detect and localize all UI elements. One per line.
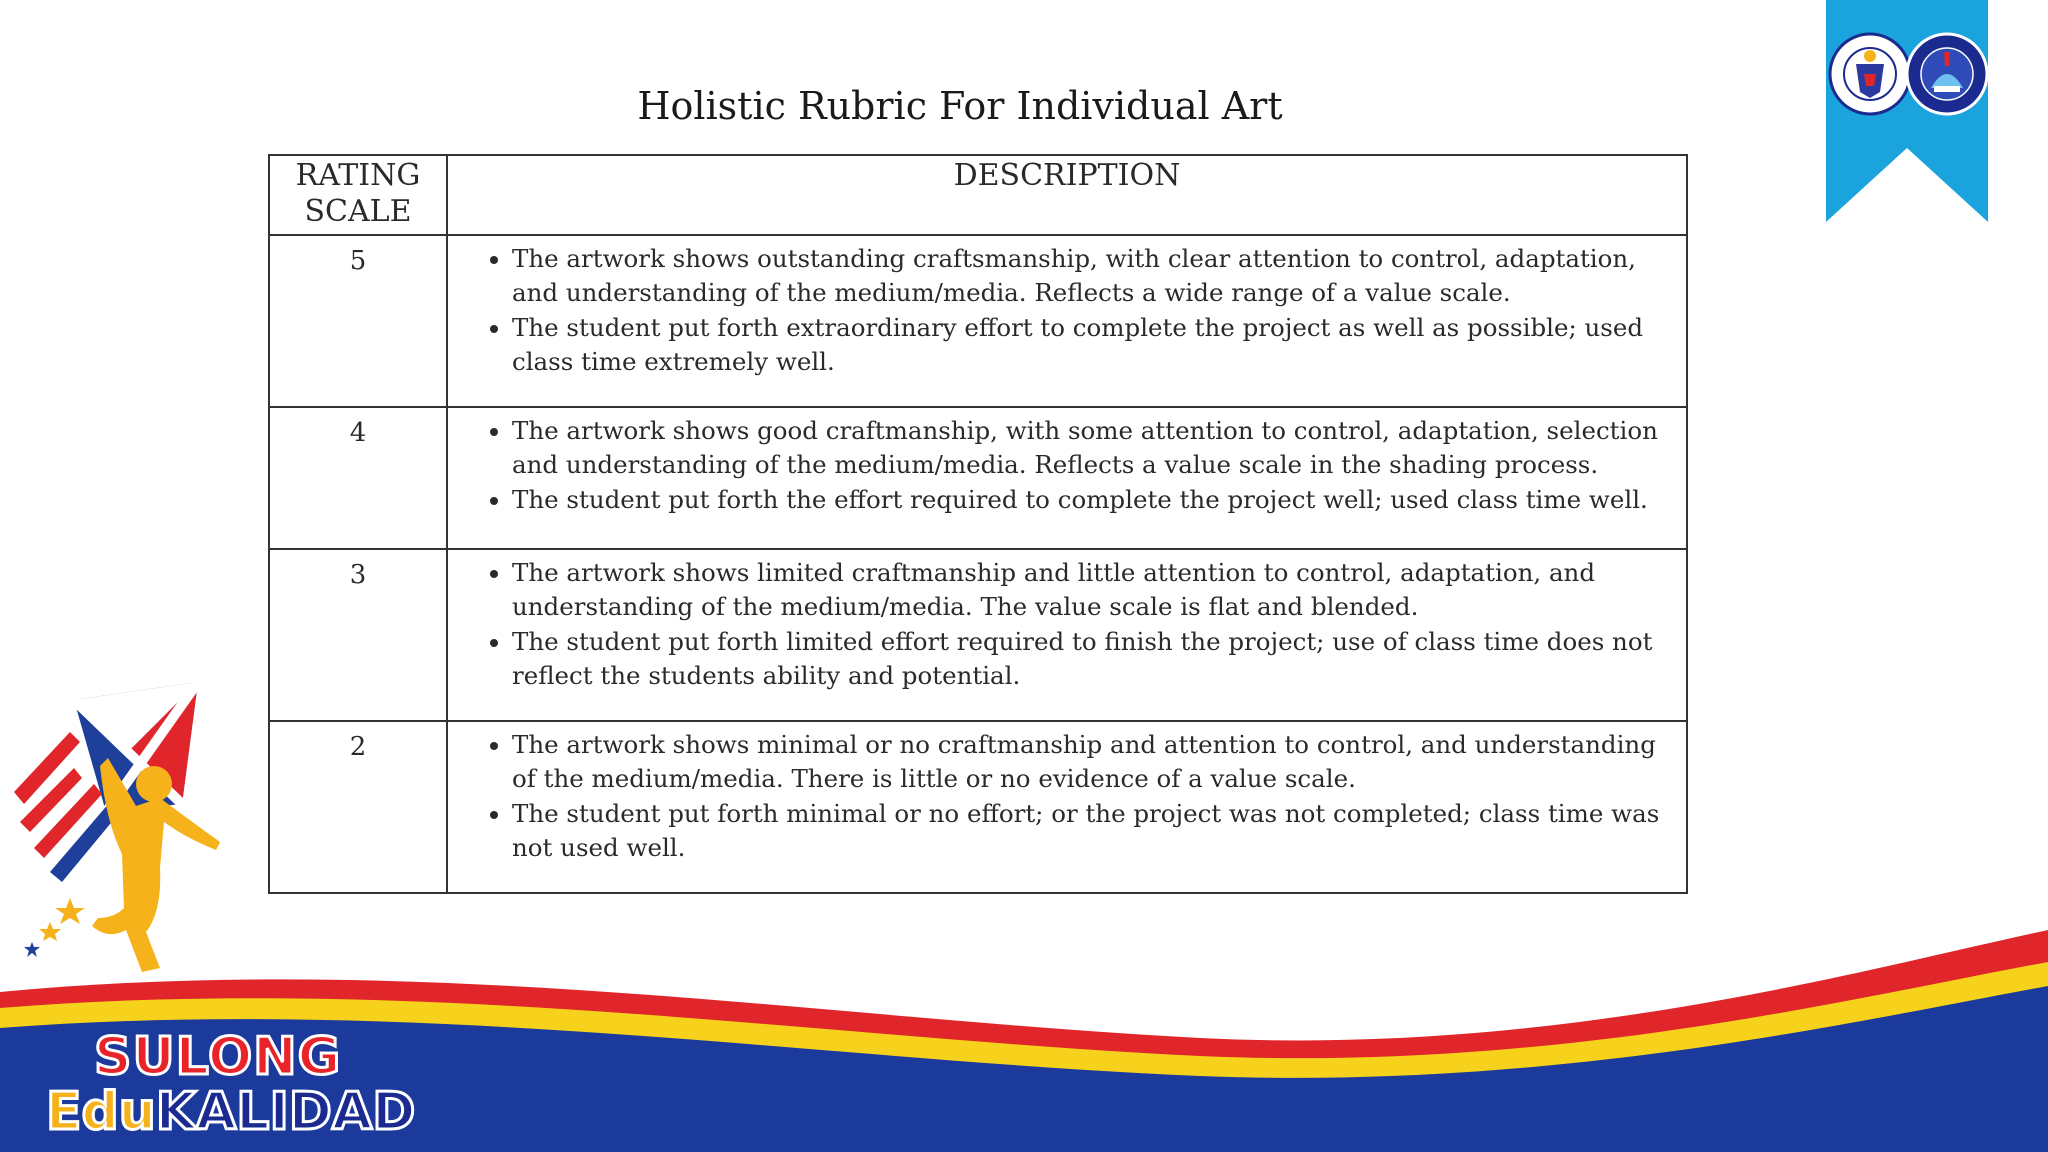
- kite-mascot: [10, 672, 230, 978]
- table-row: [269, 721, 1687, 893]
- description-bullet: • The student put forth the effort required to complete the project well; used class time well.: [512, 483, 1670, 517]
- description-bullet: • The student put forth extraordinary effort to complete the project as well as possible; used class time extremely well.: [512, 311, 1670, 379]
- description-bullet: • The artwork shows minimal or no craftmanship and attention to control, and understanding of the medium/media. There is little or no evidence of a value scale.: [512, 728, 1670, 796]
- description-bullet: • The artwork shows limited craftmanship and little attention to control, adaptation, and understanding of the medium/media. The value scale is flat and blended.: [512, 556, 1670, 624]
- description-cell: [447, 235, 1687, 407]
- table-row: [269, 407, 1687, 549]
- star-icon: [24, 898, 85, 957]
- description-bullet: • The student put forth limited effort required to finish the project; use of class time does not reflect the students ability and potential.: [512, 625, 1670, 693]
- brand-edu: Edu: [46, 1082, 156, 1142]
- header-rating-scale: RATING SCALE: [269, 155, 447, 235]
- brand-line2: [46, 1084, 415, 1140]
- rubric-table: [268, 154, 1688, 894]
- description-bullet: • The student put forth minimal or no effort; or the project was not completed; class time was not used well.: [512, 797, 1670, 865]
- brand-logo: [46, 1027, 416, 1142]
- brand-kalidad: KALIDAD: [155, 1082, 416, 1142]
- table-row: [269, 235, 1687, 407]
- division-seal-icon: [1907, 34, 1987, 114]
- description-cell: [447, 721, 1687, 893]
- description-list: [468, 414, 1670, 517]
- rating-cell: 3: [269, 549, 447, 721]
- brand-line1: SULONG: [94, 1027, 342, 1087]
- rating-cell: 4: [269, 407, 447, 549]
- table-row: [269, 549, 1687, 721]
- rating-cell: 2: [269, 721, 447, 893]
- description-bullet: • The artwork shows outstanding craftsmanship, with clear attention to control, adaptation, and understanding of the medium/media. Reflects a wide range of a value scale.: [512, 242, 1670, 310]
- seal-ribbon: [1826, 0, 1988, 224]
- description-list: [468, 728, 1670, 865]
- description-cell: [447, 407, 1687, 549]
- rating-cell: 5: [269, 235, 447, 407]
- deped-seal-icon: [1830, 34, 1910, 114]
- table-header-row: [269, 155, 1687, 235]
- figure-silhouette: [92, 758, 220, 972]
- description-list: [468, 242, 1670, 379]
- description-bullet: • The artwork shows good craftmanship, with some attention to control, adaptation, selection and understanding of the medium/media. Reflects a value scale in the shading process.: [512, 414, 1670, 482]
- description-cell: [447, 549, 1687, 721]
- description-list: [468, 556, 1670, 693]
- header-description: DESCRIPTION: [447, 155, 1687, 235]
- page-title: Holistic Rubric For Individual Art: [637, 84, 1283, 128]
